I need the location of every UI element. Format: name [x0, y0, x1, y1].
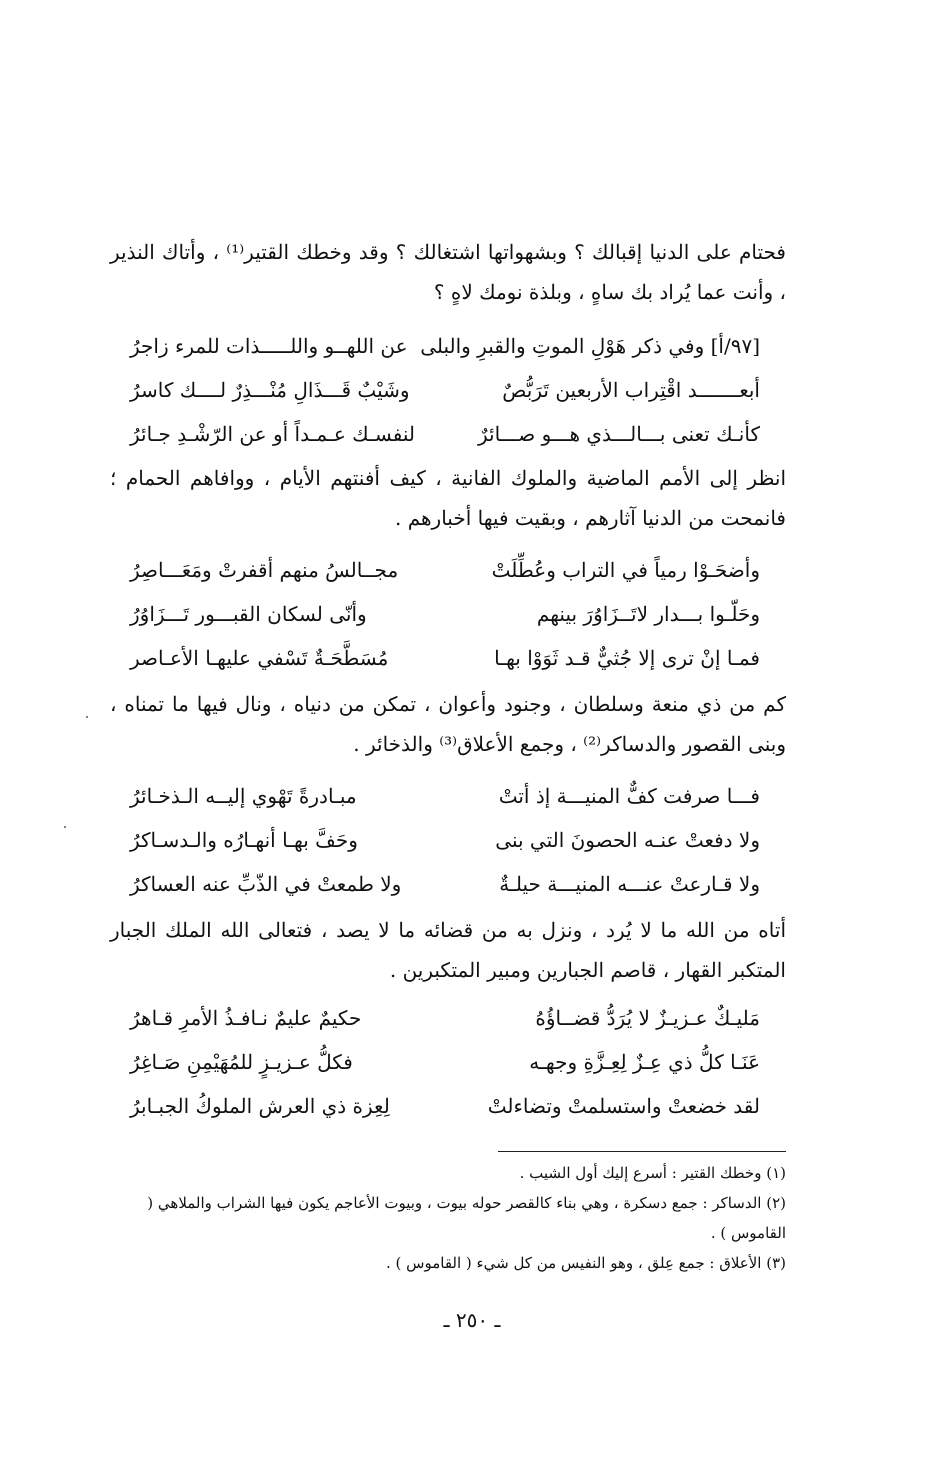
- verse: [130, 548, 760, 592]
- hemistich-first: لقد خضعتْ واستسلمتْ وتضاءلتْ: [487, 1094, 760, 1118]
- paragraph-text: انظر إلى الأمم الماضية والملوك الفانية ، كيف أفنتهم الأيام ، ووافاهم الحمام ؛ فانمحت من الدنيا آثارهم ، وبقيت فيها أخبارهم .: [110, 466, 786, 530]
- poem-3: [130, 774, 760, 906]
- page-number: ـ ٢٥٠ ـ: [443, 1308, 501, 1332]
- verse: [130, 774, 760, 818]
- paragraph-text: أتاه من الله ما لا يُرد ، ونزل به من قضائه ما لا يصد ، فتعالى الله الملك الجبار المتكبر القهار ، قاصم الجبارين ومبير المتكبرين .: [110, 918, 787, 982]
- hemistich-second: مبـادرةً تَهْوي إليــه الـذخـائرُ: [130, 784, 357, 808]
- hemistich-first: ولا دفعتْ عنـه الحصونَ التي بنى: [495, 828, 760, 852]
- paragraph-1: [110, 232, 786, 312]
- verse: [130, 818, 760, 862]
- hemistich-first: أبعـــــــد اقْتِراب الأربعين تَرَبُّصٌ: [502, 378, 760, 402]
- verse: [130, 592, 760, 636]
- hemistich-second: عن اللهــو واللـــــذات للمرء زاجرُ: [130, 334, 408, 358]
- hemistich-first: كأنـك تعنى بـــالـــذي هـــو صـــائرٌ: [477, 422, 760, 446]
- hemistich-second: وحَفَّ بهـا أنهـارُه والـدسـاكرُ: [130, 828, 358, 852]
- scan-speck: [64, 826, 66, 828]
- footnote-3: (٣) الأعلاق : جمع عِلق ، وهو النفيس من كل شيء ( القاموس ) .: [386, 1254, 786, 1272]
- poem-1: [130, 324, 760, 456]
- paragraph-4: [110, 910, 786, 990]
- hemistich-first: فمـا إنْ ترى إلا جُثيٌّ قـد ثَوَوْا بهـا: [494, 646, 760, 670]
- verse: [130, 862, 760, 906]
- hemistich-second: لِعِزة ذي العرش الملوكُ الجبـابرُ: [130, 1094, 390, 1118]
- paragraph-text: فحتام على الدنيا إقبالك ؟ وبشهواتها اشتغالك ؟ وقد وخطك القتير⁽¹⁾ ، وأتاك النذير ، وأنت عما يُراد بك ساهٍ ، وبلذة نومك لاهٍ ؟: [110, 240, 786, 304]
- verse: [130, 324, 760, 368]
- poem-4: [130, 996, 760, 1128]
- verse: [130, 412, 760, 456]
- hemistich-second: لنفسـك عـمـداً أو عن الرّشْـدِ جـائرُ: [130, 422, 415, 446]
- verse: [130, 1084, 760, 1128]
- verse: [130, 368, 760, 412]
- footnote-divider: [498, 1151, 786, 1152]
- paragraph-3: [110, 684, 786, 764]
- hemistich-second: ولا طمعتْ في الذّبِّ عنه العساكرُ: [130, 872, 402, 896]
- verse: [130, 996, 760, 1040]
- scan-speck: [86, 716, 88, 718]
- paragraph-text: كم من ذي منعة وسلطان ، وجنود وأعوان ، تمكن من دنياه ، ونال فيها ما تمناه ، وبنى القصور والدساكر⁽²⁾ ، وجمع الأعلاق⁽³⁾ والذخائر .: [110, 692, 786, 756]
- hemistich-second: وأنّى لسكان القبـــور تَـــزَاوُرُ: [130, 602, 367, 626]
- hemistich-second: مجــالسُ منهم أقفرتْ ومَعَـــاصِرُ: [130, 558, 399, 582]
- hemistich-first: [٩٧/أ] وفي ذكر هَوْلِ الموتِ والقبرِ والبلى: [420, 334, 760, 358]
- hemistich-first: فـــا صرفت كفٌّ المنيـــة إذ أتتْ: [498, 784, 760, 808]
- hemistich-second: حكيمٌ عليمٌ نـافـذُ الأمرِ قـاهرُ: [130, 1006, 362, 1030]
- footnote-1: (١) وخطك القتير : أسرع إليك أول الشيب .: [519, 1164, 786, 1182]
- hemistich-second: مُسَطَّحَـةٌ تَسْفي عليهـا الأعـاصر: [130, 646, 389, 670]
- hemistich-first: وأضحَـوْا رمياً في التراب وعُطِّلَتْ: [491, 558, 760, 582]
- hemistich-second: وشَيْبٌ قَـــذَالِ مُنْـــذِرٌ لــــك كاسرُ: [130, 378, 410, 402]
- hemistich-first: وحَلّـوا بـــدار لاتَــزَاوُرَ بينهم: [536, 602, 760, 626]
- hemistich-first: مَليـكٌ عـزيـزٌ لا يُرَدُّ قضــاؤُهُ: [535, 1006, 760, 1030]
- hemistich-second: فكلُّ عـزيـزٍ للمُهَيْمِنِ صَـاغِرُ: [130, 1050, 353, 1074]
- hemistich-first: عَنَـا كلُّ ذي عِـزٌ لِعِـزَّةِ وجهـه: [529, 1050, 760, 1074]
- footnote-2: (٢) الدساكر : جمع دسكرة ، وهي بناء كالقصر حوله بيوت ، وبيوت الأعاجم يكون فيها الشراب والملاهي ( القاموس ) .: [147, 1194, 786, 1242]
- poem-2: [130, 548, 760, 680]
- footnotes: [110, 1158, 786, 1278]
- verse: [130, 1040, 760, 1084]
- verse: [130, 636, 760, 680]
- hemistich-first: ولا قـارعتْ عنـــه المنيـــة حيلـةٌ: [499, 872, 760, 896]
- paragraph-2: [110, 458, 786, 538]
